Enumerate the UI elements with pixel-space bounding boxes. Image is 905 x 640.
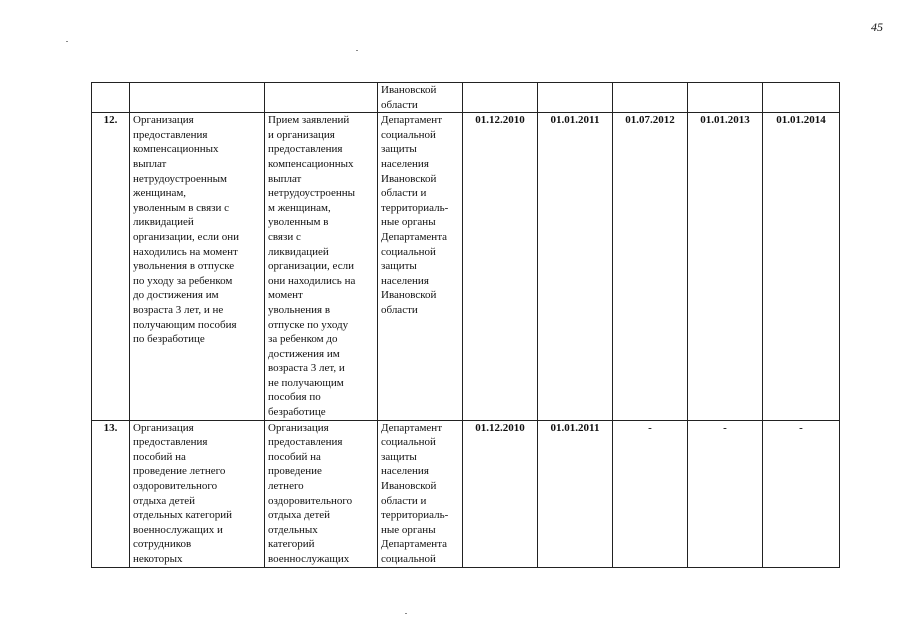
text-line: уволенным в связи с bbox=[133, 201, 230, 214]
cell-procedure bbox=[265, 420, 378, 567]
text-line: компенсационных bbox=[268, 157, 354, 170]
cell-date: 01.01.2014 bbox=[763, 113, 840, 420]
text-line: области bbox=[381, 98, 418, 111]
text-line: по уходу за ребенком bbox=[133, 274, 233, 287]
text-line: Организация bbox=[133, 114, 194, 127]
text-line: защиты bbox=[381, 450, 417, 463]
text-line: социальной bbox=[381, 436, 436, 449]
text-line: отдельных bbox=[268, 523, 318, 536]
text-line: ликвидацией bbox=[268, 245, 329, 258]
cell-date bbox=[538, 83, 613, 113]
cell-date bbox=[763, 83, 840, 113]
text-line: области и bbox=[381, 494, 427, 507]
cell-date: 01.12.2010 bbox=[463, 113, 538, 420]
text-line: увольнения в bbox=[268, 303, 331, 316]
text-line: отдельных категорий bbox=[133, 509, 233, 522]
cell-number bbox=[92, 83, 130, 113]
text-line: безработице bbox=[268, 406, 326, 419]
cell-department bbox=[378, 83, 463, 113]
text-line: социальной bbox=[381, 128, 436, 141]
text-line: возраста 3 лет, и не bbox=[133, 303, 224, 316]
text-line: Ивановской bbox=[381, 480, 437, 493]
text-line: находились на момент bbox=[133, 245, 238, 258]
text-line: оздоровительного bbox=[268, 494, 353, 507]
text-line: уволенным в bbox=[268, 216, 329, 229]
cell-procedure bbox=[265, 83, 378, 113]
cell-date: - bbox=[763, 420, 840, 567]
text-line: проведение bbox=[268, 465, 322, 478]
cell-date: 01.01.2011 bbox=[538, 113, 613, 420]
cell-date: 01.01.2013 bbox=[688, 113, 763, 420]
text-line: м женщинам, bbox=[268, 201, 331, 214]
cell-date bbox=[613, 83, 688, 113]
row-number: 13. bbox=[92, 420, 130, 567]
text-line: организации, если bbox=[268, 260, 354, 273]
text-line: населения bbox=[381, 157, 429, 170]
text-line: населения bbox=[381, 465, 429, 478]
text-line: некоторых bbox=[133, 553, 183, 565]
row-number: 12. bbox=[92, 113, 130, 420]
text-line: нетрудоустроенным bbox=[133, 172, 228, 185]
text-line: области и bbox=[381, 187, 427, 200]
text-line: компенсационных bbox=[133, 143, 219, 156]
cell-date: - bbox=[613, 420, 688, 567]
text-line: пособия по bbox=[268, 391, 321, 404]
text-line: предоставления bbox=[133, 436, 208, 449]
text-line: выплат bbox=[133, 157, 167, 170]
cell-service bbox=[130, 113, 265, 420]
text-line: категорий bbox=[268, 538, 315, 551]
services-table bbox=[91, 82, 840, 568]
text-line: Ивановской bbox=[381, 84, 437, 96]
text-line: по безработице bbox=[133, 333, 205, 346]
text-line: военнослужащих и bbox=[133, 523, 223, 536]
text-line: Департамента bbox=[381, 230, 448, 243]
text-line: отпуске по уходу bbox=[268, 318, 349, 331]
text-line: Организация bbox=[133, 421, 194, 434]
text-line: выплат bbox=[268, 172, 302, 185]
cell-service bbox=[130, 420, 265, 567]
text-line: области bbox=[381, 303, 418, 316]
text-line: Ивановской bbox=[381, 289, 437, 302]
text-line: защиты bbox=[381, 260, 417, 273]
cell-date bbox=[463, 83, 538, 113]
text-line: связи с bbox=[268, 230, 301, 243]
cell-department bbox=[378, 420, 463, 567]
text-line: предоставления bbox=[268, 436, 343, 449]
text-line: ные органы bbox=[381, 523, 436, 536]
text-line: военнослужащих bbox=[268, 553, 350, 565]
cell-date: 01.12.2010 bbox=[463, 420, 538, 567]
text-line: организации, если они bbox=[133, 230, 239, 243]
text-line: Организация bbox=[268, 421, 329, 434]
text-line: женщинам, bbox=[133, 187, 187, 200]
text-line: отдыха детей bbox=[133, 494, 196, 507]
table-row bbox=[92, 113, 840, 420]
cell-date: - bbox=[688, 420, 763, 567]
text-line: сотрудников bbox=[133, 538, 192, 551]
text-line: не получающим bbox=[268, 376, 344, 389]
scan-speck bbox=[66, 41, 68, 42]
text-line: Департамента bbox=[381, 538, 448, 551]
text-line: проведение летнего bbox=[133, 465, 226, 478]
text-line: и организация bbox=[268, 128, 335, 141]
text-line: до достижения им bbox=[133, 289, 219, 302]
text-line: за ребенком до bbox=[268, 333, 338, 346]
text-line: достижения им bbox=[268, 347, 340, 360]
text-line: Департамент bbox=[381, 114, 443, 127]
text-line: нетрудоустроенны bbox=[268, 187, 356, 200]
table-row-continuation bbox=[92, 83, 840, 113]
cell-date bbox=[688, 83, 763, 113]
text-line: защиты bbox=[381, 143, 417, 156]
text-line: пособий на bbox=[268, 450, 321, 463]
text-line: Прием заявлений bbox=[268, 114, 350, 127]
text-line: пособий на bbox=[133, 450, 186, 463]
text-line: оздоровительного bbox=[133, 480, 218, 493]
text-line: Ивановской bbox=[381, 172, 437, 185]
cell-date: 01.07.2012 bbox=[613, 113, 688, 420]
scan-speck bbox=[405, 613, 407, 614]
cell-date: 01.01.2011 bbox=[538, 420, 613, 567]
text-line: Департамент bbox=[381, 421, 443, 434]
cell-service bbox=[130, 83, 265, 113]
text-line: момент bbox=[268, 289, 303, 302]
text-line: летнего bbox=[268, 480, 304, 493]
text-line: увольнения в отпуске bbox=[133, 260, 235, 273]
text-line: возраста 3 лет, и bbox=[268, 362, 345, 375]
text-line: отдыха детей bbox=[268, 509, 331, 522]
text-line: получающим пособия bbox=[133, 318, 237, 331]
scan-speck bbox=[356, 50, 358, 51]
text-line: территориаль- bbox=[381, 509, 449, 522]
text-line: предоставления bbox=[268, 143, 343, 156]
text-line: социальной bbox=[381, 245, 436, 258]
table-row bbox=[92, 420, 840, 567]
text-line: они находились на bbox=[268, 274, 356, 287]
cell-department bbox=[378, 113, 463, 420]
text-line: территориаль- bbox=[381, 201, 449, 214]
cell-procedure bbox=[265, 113, 378, 420]
text-line: предоставления bbox=[133, 128, 208, 141]
text-line: социальной bbox=[381, 553, 436, 565]
text-line: населения bbox=[381, 274, 429, 287]
page-number: 45 bbox=[871, 20, 883, 34]
text-line: ликвидацией bbox=[133, 216, 194, 229]
text-line: ные органы bbox=[381, 216, 436, 229]
